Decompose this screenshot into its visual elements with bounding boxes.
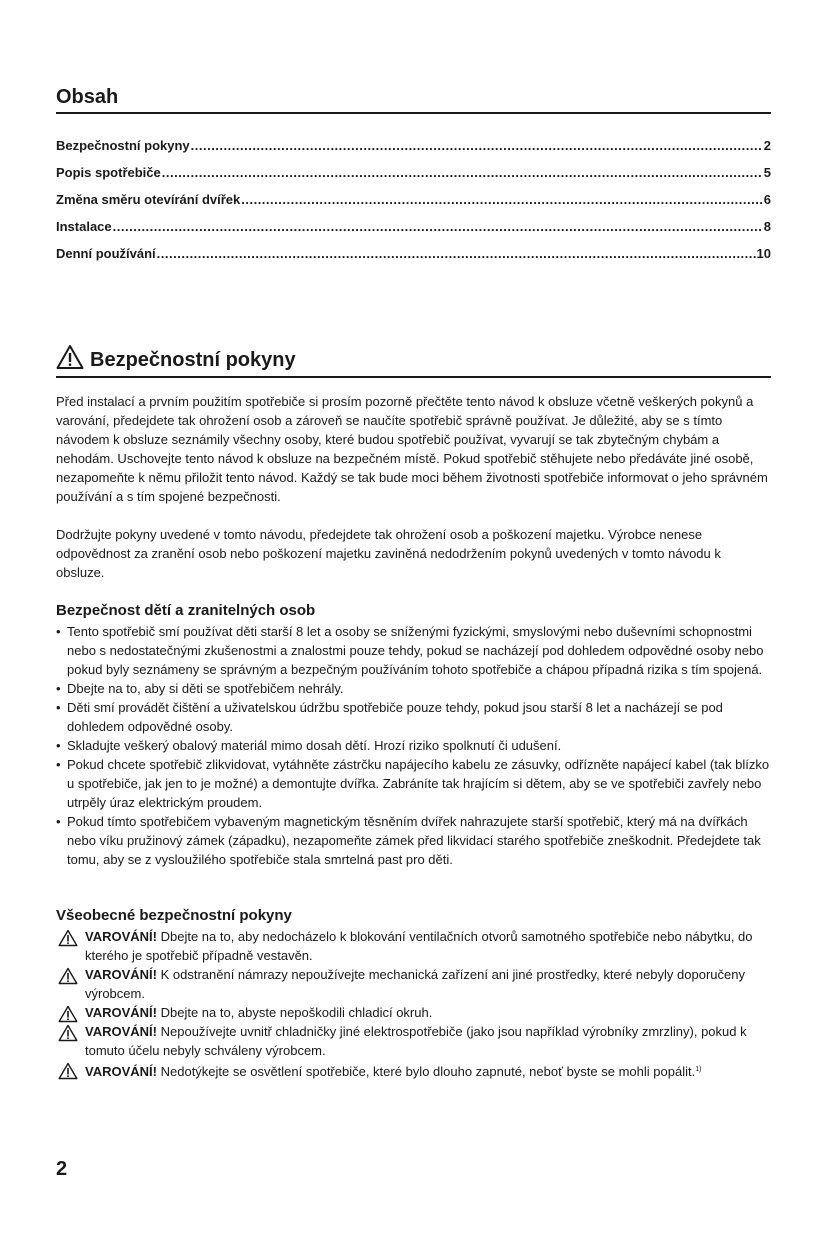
toc-leader-dots	[113, 220, 763, 234]
warning-triangle-icon	[58, 1062, 78, 1080]
toc-entry-page: 5	[763, 165, 771, 180]
warning-label: VAROVÁNÍ!	[85, 1064, 157, 1079]
footnote-marker: 1)	[695, 1066, 702, 1073]
safety-intro-paragraph: Před instalací a prvním použitím spotřebiče si prosím pozorně přečtěte tento návod k obsluze včetně veškerých pokynů a varování, předejdete tak ohrožení osob a zároveň se naučíte spotřebič správně používat. Je důležité, aby se s tímto návodem k obsluze seznámily všechny osoby, které budou spotřebič používat, vyvarují se tak zbytečným chybám a nehodám. Uschovejte tento návod k obsluze na bezpečném místě. Pokud spotřebič stěhujete nebo předáváte jiné osobě, nezapomeňte k němu přiložit tento návod. Každý se tak bude moci během životnosti spotřebiče informovat o jeho správném používání a s tím spojené bezpečnosti.	[56, 394, 768, 504]
warning-item	[56, 1022, 771, 1060]
toc-entry-safety[interactable]	[56, 139, 771, 166]
warning-label: VAROVÁNÍ!	[85, 1024, 157, 1039]
warning-item	[56, 1060, 771, 1081]
warning-triangle-icon	[58, 1005, 78, 1023]
safety-heading	[56, 344, 296, 376]
toc-entry-label: Popis spotřebiče	[56, 165, 161, 180]
warning-triangle-icon	[56, 344, 90, 376]
list-item: • Dbejte na to, aby si děti se spotřebičem nehrály.	[56, 679, 771, 698]
warning-label: VAROVÁNÍ!	[85, 1005, 157, 1020]
general-safety-heading: Všeobecné bezpečnostní pokyny	[56, 907, 292, 924]
general-safety-list	[56, 927, 771, 1081]
toc-entry-daily-use[interactable]	[56, 247, 771, 274]
toc-entry-page: 6	[763, 192, 771, 207]
warning-text: Dbejte na to, aby nedocházelo k blokování ventilačních otvorů samotného spotřebiče nebo nábytku, do kterého je spotřebič případně vestavěn.	[85, 929, 753, 963]
warning-item	[56, 1003, 771, 1022]
warning-item	[56, 965, 771, 1003]
toc-entry-door-reversal[interactable]	[56, 193, 771, 220]
toc-entry-page: 10	[756, 246, 771, 261]
safety-liability-paragraph: Dodržujte pokyny uvedené v tomto návodu, předejdete tak ohrožení osob a poškození majetku. Výrobce nenese odpovědnost za zranění osob nebo poškození majetku zaviněná nedodržením pokynů uvedených v tomto návodu k obsluze.	[56, 527, 721, 580]
warning-text: K odstranění námrazy nepoužívejte mechanická zařízení ani jiné prostředky, které nebyly doporučeny výrobcem.	[85, 967, 745, 1001]
toc-entry-installation[interactable]	[56, 220, 771, 247]
list-item: • Pokud tímto spotřebičem vybaveným magnetickým těsněním dvířek nahrazujete starší spotřebič, který má na dvířkách nebo víku pružinový zámek (západku), nezapomeňte zámek před likvidací starého spotřebiče zneškodnit. Předejdete tak tomu, aby se z vysloužilého spotřebiče stala smrtelná past pro děti.	[56, 812, 771, 869]
table-of-contents	[56, 139, 771, 274]
toc-entry-label: Denní používání	[56, 246, 156, 261]
warning-item	[56, 927, 771, 965]
toc-entry-label: Bezpečnostní pokyny	[56, 138, 190, 153]
toc-leader-dots	[241, 193, 763, 207]
list-item: • Pokud chcete spotřebič zlikvidovat, vytáhněte zástrčku napájecího kabelu ze zásuvky, odřízněte napájecí kabel (tak blízko u spotřebiče, jak jen to je možné) a demontujte dvířka. Zabráníte tak hrajícím si dětem, aby se ve spotřebiči zavřely nebo utrpěly úraz elektrickým proudem.	[56, 755, 771, 812]
warning-label: VAROVÁNÍ!	[85, 929, 157, 944]
toc-entry-description[interactable]	[56, 166, 771, 193]
list-item: • Skladujte veškerý obalový materiál mimo dosah dětí. Hrozí riziko spolknutí či udušení.	[56, 736, 771, 755]
children-safety-heading: Bezpečnost dětí a zranitelných osob	[56, 602, 316, 619]
toc-leader-dots	[162, 166, 763, 180]
toc-leader-dots	[191, 139, 763, 153]
toc-title: Obsah	[56, 86, 119, 108]
list-item: • Tento spotřebič smí používat děti starší 8 let a osoby se sníženými fyzickými, smyslovými nebo duševními schopnostmi nebo s nedostatečnými zkušenostmi a znalostmi pouze tehdy, pokud se nacházejí pod dohledem odpovědné osoby nebo pokud byly seznámeny se správným a bezpečným používáním tohoto spotřebiče a chápou případná rizika s tím spojená.	[56, 622, 771, 679]
toc-rule	[56, 112, 771, 114]
warning-triangle-icon	[58, 1024, 78, 1042]
warning-triangle-icon	[58, 967, 78, 985]
toc-entry-page: 2	[763, 138, 771, 153]
page-number: 2	[56, 1158, 68, 1180]
warning-label: VAROVÁNÍ!	[85, 967, 157, 982]
list-item: • Děti smí provádět čištění a uživatelskou údržbu spotřebiče pouze tehdy, pokud jsou starší 8 let a nacházejí se pod dohledem odpovědné osoby.	[56, 698, 771, 736]
children-safety-list	[56, 622, 771, 869]
toc-leader-dots	[157, 247, 756, 261]
warning-triangle-icon	[58, 929, 78, 947]
toc-entry-page: 8	[763, 219, 771, 234]
warning-text: Nepoužívejte uvnitř chladničky jiné elektrospotřebiče (jako jsou například výrobníky zmrzliny), pokud k tomuto účelu nebyly schváleny výrobcem.	[85, 1024, 747, 1058]
safety-rule	[56, 376, 771, 378]
toc-entry-label: Instalace	[56, 219, 112, 234]
safety-heading-text: Bezpečnostní pokyny	[90, 348, 296, 371]
toc-entry-label: Změna směru otevírání dvířek	[56, 192, 241, 207]
warning-text: Nedotýkejte se osvětlení spotřebiče, které bylo dlouho zapnuté, neboť byste se mohli popálit.	[160, 1064, 696, 1079]
warning-text: Dbejte na to, abyste nepoškodili chladicí okruh.	[160, 1005, 433, 1020]
